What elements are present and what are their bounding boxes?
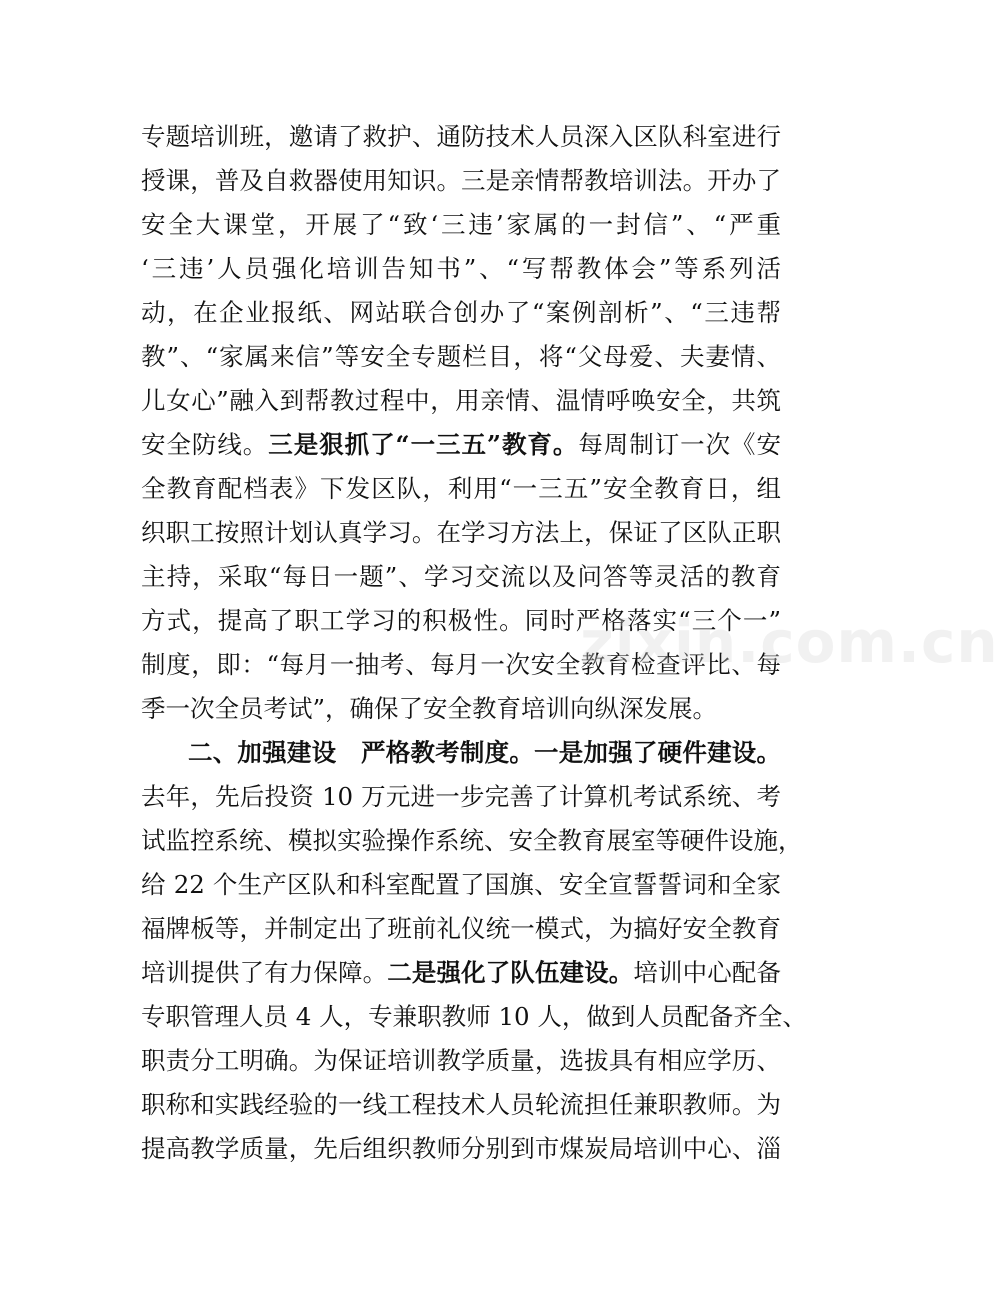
paragraph-line [141,159,781,203]
paragraph-line [141,643,781,687]
text-run: 方式，提高了职工学习的积极性。同时严格落实“三个一” [141,606,781,635]
text-run: 儿女心”融入到帮教过程中，用亲情、温情呼唤安全，共筑 [141,386,781,415]
text-run: 制度，即：“每月一抽考、每月一次安全教育检查评比、每 [141,650,781,679]
paragraph-line [141,995,807,1039]
text-run: 专题培训班，邀请了救护、通防技术人员深入区队科室进行 [141,122,781,151]
text-run: 教”、“家属来信”等安全专题栏目，将“父母爱、夫妻情、 [141,342,781,371]
paragraph-line [141,467,781,511]
text-run: 试监控系统、模拟实验操作系统、安全教育展室等硬件设施， [141,826,803,855]
paragraph-line [141,291,781,335]
text-run: 提高教学质量，先后组织教师分别到市煤炭局培训中心、淄 [141,1134,781,1163]
paragraph-line [141,335,781,379]
paragraph-line [141,775,781,819]
text-run: 职责分工明确。为保证培训教学质量，选拔具有相应学历、 [141,1046,781,1075]
text-run: 培训中心配备 [633,958,782,987]
paragraph-line [141,511,781,555]
bold-heading-run: 二是强化了队伍建设。 [387,958,634,987]
paragraph-line [141,1127,781,1171]
text-run: 动，在企业报纸、网站联合创办了“案例剖析”、“三违帮 [141,298,781,327]
bold-heading-run: 三是狠抓了“一三五”教育。 [268,430,579,459]
paragraph-line [141,379,781,423]
paragraph-line [141,423,781,467]
paragraph-last-line [141,687,717,731]
text-run: 安全防线。 [141,430,269,459]
text-run: 给 22 个生产区队和科室配置了国旗、安全宣誓誓词和全家 [141,870,781,899]
paragraph-line [141,863,781,907]
text-run: 去年，先后投资 10 万元进一步完善了计算机考试系统、考 [141,782,781,811]
paragraph-line [141,907,781,951]
watermark: zixin.com.cn [580,608,999,676]
text-run: 安全大课堂，开展了“致‘三违’家属的一封信”、“严重 [141,210,781,239]
paragraph-line [141,819,803,863]
text-run: 主持，采取“每日一题”、学习交流以及问答等灵活的教育 [141,562,781,591]
text-run: ‘三违’人员强化培训告知书”、“写帮教体会”等系列活 [141,254,781,283]
section-heading: 二、加强建设 严格教考制度。一是加强了硬件建设。 [188,738,781,767]
text-run: 每周制订一次《安 [578,430,782,459]
text-run: 培训提供了有力保障。 [141,958,388,987]
paragraph-line [141,599,781,643]
paragraph-line [141,1039,781,1083]
text-run: 职称和实践经验的一线工程技术人员轮流担任兼职教师。为 [141,1090,781,1119]
paragraph-line [141,247,781,291]
text-run: 福牌板等，并制定出了班前礼仪统一模式，为搞好安全教育 [141,914,781,943]
text-run: 季一次全员考试”，确保了安全教育培训向纵深发展。 [141,694,718,723]
paragraph-line [141,555,781,599]
section-heading-line [188,731,781,775]
paragraph-line [141,1083,781,1127]
text-run: 全教育配档表》下发区队，利用“一三五”安全教育日，组 [141,474,781,503]
text-run: 织职工按照计划认真学习。在学习方法上，保证了区队正职 [141,518,781,547]
paragraph-line [141,115,781,159]
paragraph-line [141,951,781,995]
text-run: 专职管理人员 4 人，专兼职教师 10 人，做到人员配备齐全、 [141,1002,807,1031]
paragraph-line [141,203,781,247]
text-run: 授课，普及自救器使用知识。三是亲情帮教培训法。开办了 [141,166,781,195]
